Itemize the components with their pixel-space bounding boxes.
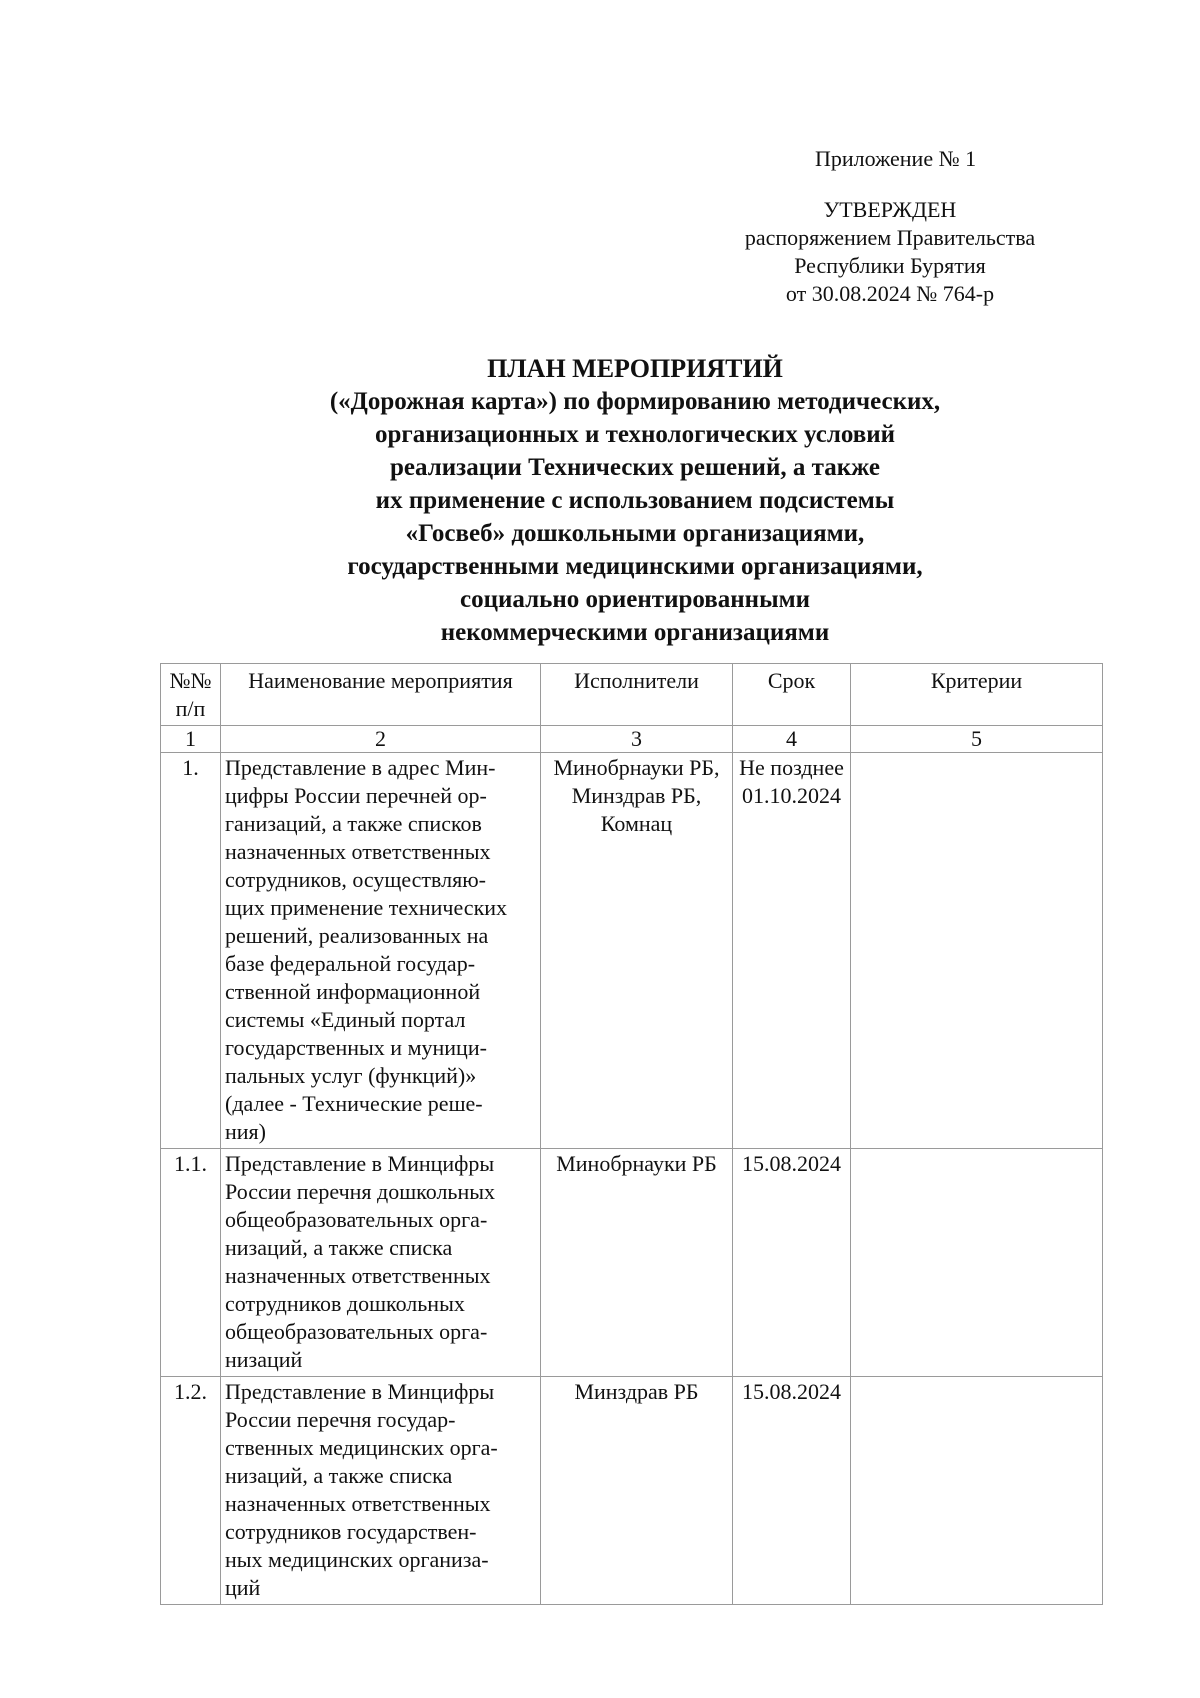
appendix-label: Приложение № 1 <box>815 146 977 171</box>
approval-line: Республики Бурятия <box>794 253 986 278</box>
table-row <box>161 1149 1103 1377</box>
executors-line: Минздрав РБ, <box>571 783 702 808</box>
deadline <box>733 1377 851 1605</box>
deadline-line: 01.10.2024 <box>742 783 841 808</box>
table-header-row <box>161 664 1103 726</box>
activity-name-line: низаций, а также списка <box>225 1235 453 1260</box>
activity-name-line: общеобразовательных орга- <box>225 1207 488 1232</box>
activity-name <box>221 1149 541 1377</box>
table-row <box>161 753 1103 1149</box>
index-cell: 2 <box>221 726 541 753</box>
activity-name-line: щих применение технических <box>225 895 508 920</box>
activity-name-line: ственных медицинских орга- <box>225 1435 498 1460</box>
deadline <box>733 753 851 1149</box>
activity-name-line: Представление в Минцифры <box>225 1379 495 1404</box>
executors-line: Минздрав РБ <box>574 1379 699 1404</box>
executors-line: Минобрнауки РБ, <box>553 755 720 780</box>
header-criteria: Критерии <box>851 664 1103 726</box>
header-number <box>161 664 221 726</box>
index-cell: 3 <box>541 726 733 753</box>
deadline-line: 15.08.2024 <box>742 1379 841 1404</box>
approval-line: от 30.08.2024 № 764-р <box>785 281 995 306</box>
activity-name <box>221 753 541 1149</box>
activity-name-line: государственных и муници- <box>225 1035 487 1060</box>
activity-name-line: ций <box>225 1575 261 1600</box>
activity-name-line: низаций, а также списка <box>225 1463 453 1488</box>
row-number: 1.1. <box>161 1149 221 1377</box>
activity-name-line: системы «Единый портал <box>225 1007 466 1032</box>
deadline-line: 15.08.2024 <box>742 1151 841 1176</box>
activity-name <box>221 1377 541 1605</box>
activity-name-line: базе федеральной государ- <box>225 951 476 976</box>
activity-name-line: ственной информационной <box>225 979 481 1004</box>
executors-line: Комнац <box>600 811 673 836</box>
table-index-row <box>161 726 1103 753</box>
deadline <box>733 1149 851 1377</box>
title-line: социально ориентированными <box>459 586 811 613</box>
activity-name-line: (далее - Технические реше- <box>225 1091 483 1116</box>
deadline-line: Не позднее <box>739 755 844 780</box>
executors-line: Минобрнауки РБ <box>556 1151 717 1176</box>
title-line: государственными медицинскими организациями, <box>347 553 923 580</box>
executors <box>541 753 733 1149</box>
approval-line: УТВЕРЖДЕН <box>823 197 957 222</box>
activity-name-line: решений, реализованных на <box>225 923 489 948</box>
approval-line: распоряжением Правительства <box>744 225 1036 250</box>
activity-name-line: России перечня государ- <box>225 1407 456 1432</box>
criteria <box>851 753 1103 1149</box>
header-deadline: Срок <box>733 664 851 726</box>
activity-name-line: общеобразовательных орга- <box>225 1319 488 1344</box>
activity-name-line: назначенных ответственных <box>225 1491 491 1516</box>
activity-name-line: назначенных ответственных <box>225 839 491 864</box>
activity-name-line: сотрудников государствен- <box>225 1519 477 1544</box>
activity-name-line: ния) <box>225 1119 266 1144</box>
activity-name-line: сотрудников дошкольных <box>225 1291 465 1316</box>
executors <box>541 1149 733 1377</box>
row-number: 1.2. <box>161 1377 221 1605</box>
activity-name-line: назначенных ответственных <box>225 1263 491 1288</box>
activity-name-line: ных медицинских организа- <box>225 1547 489 1572</box>
row-number: 1. <box>161 753 221 1149</box>
executors <box>541 1377 733 1605</box>
approval-block <box>700 196 1080 308</box>
title-line: организационных и технологических условий <box>374 421 896 448</box>
activity-name-line: низаций <box>225 1347 303 1372</box>
title-line: реализации Технических решений, а также <box>390 454 880 481</box>
title-line: «Госвеб» дошкольными организациями, <box>405 520 865 547</box>
header-name: Наименование мероприятия <box>221 664 541 726</box>
header-number-line1: №№ <box>169 668 212 693</box>
title-main: ПЛАН МЕРОПРИЯТИЙ <box>487 354 783 383</box>
index-cell: 4 <box>733 726 851 753</box>
index-cell: 5 <box>851 726 1103 753</box>
activity-name-line: ганизаций, а также списков <box>225 811 482 836</box>
activity-name-line: России перечня дошкольных <box>225 1179 496 1204</box>
criteria <box>851 1377 1103 1605</box>
activity-name-line: сотрудников, осуществляю- <box>225 867 486 892</box>
activity-name-line: Представление в Минцифры <box>225 1151 495 1176</box>
header-executors: Исполнители <box>541 664 733 726</box>
title-line: («Дорожная карта») по формированию методических, <box>329 388 941 415</box>
document-title <box>160 352 1110 649</box>
activity-name-line: Представление в адрес Мин- <box>225 755 496 780</box>
criteria <box>851 1149 1103 1377</box>
activity-name-line: пальных услуг (функций)» <box>225 1063 477 1088</box>
table-row <box>161 1377 1103 1605</box>
index-cell: 1 <box>161 726 221 753</box>
title-line: некоммерческими организациями <box>440 619 830 646</box>
plan-table <box>160 663 1103 1605</box>
header-number-line2: п/п <box>175 696 206 721</box>
activity-name-line: цифры России перечней ор- <box>225 783 487 808</box>
title-line: их применение с использованием подсистемы <box>375 487 895 514</box>
